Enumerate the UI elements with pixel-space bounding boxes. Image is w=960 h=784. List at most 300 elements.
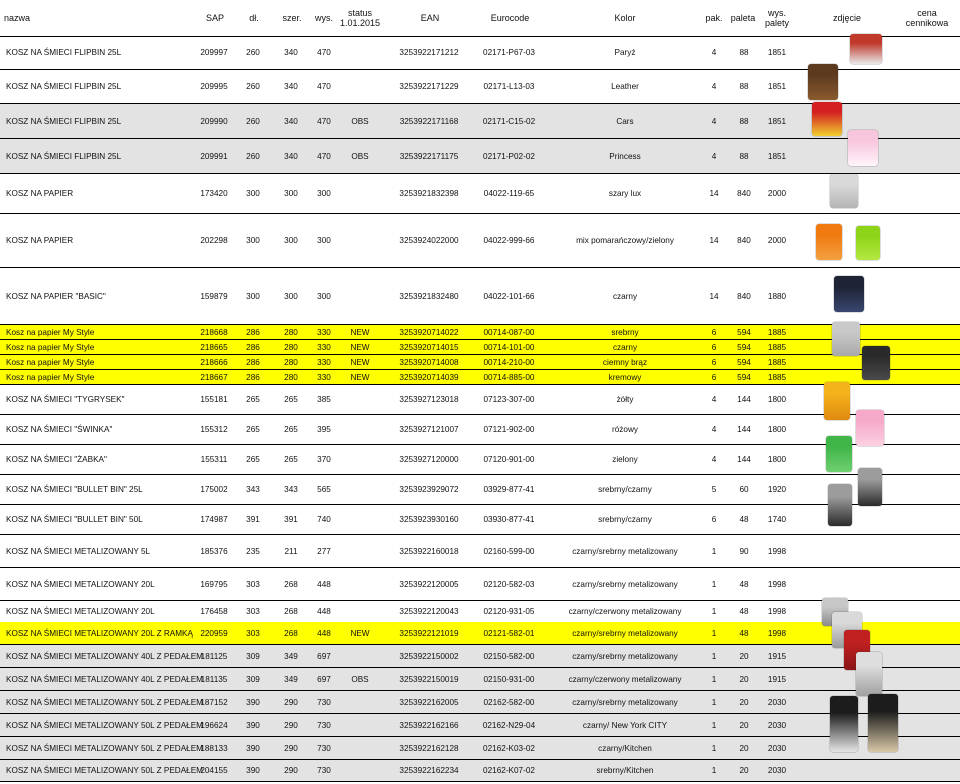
pedal-50l-newyork-photo [830, 696, 858, 752]
cell-wys: 470 [317, 48, 331, 57]
cell-wys: 448 [317, 607, 331, 616]
cell-szer: 280 [284, 327, 298, 337]
cell-paleta: 594 [737, 327, 751, 337]
cell-kolor: czarny/czerwony metalizowany [568, 607, 682, 616]
cell-szer: 300 [284, 291, 298, 301]
cell-paleta: 144 [737, 455, 751, 464]
cell-sap: 209990 [200, 116, 228, 126]
my-style-dark-photo [862, 346, 890, 380]
cell-sap: 218666 [200, 357, 228, 367]
cell-eurocode: 00714-087-00 [483, 327, 535, 337]
cell-eurocode: 00714-210-00 [483, 357, 535, 367]
cell-wys: 470 [317, 82, 331, 91]
cell-kolor: zielony [612, 455, 638, 464]
cell-pak: 6 [711, 372, 717, 382]
cell-kolor: żółty [616, 395, 634, 404]
cell-wyspal: 1998 [767, 579, 787, 589]
header-szer: szer. [282, 13, 302, 23]
cell-ean: 3253922162128 [399, 743, 459, 753]
header-dl: dł. [249, 13, 259, 23]
cell-sap: 209991 [200, 151, 228, 161]
cell-szer: 265 [284, 395, 298, 404]
cell-eurocode: 02171-C15-02 [482, 116, 536, 126]
cell-status [342, 737, 378, 759]
cell-nazwa: KOSZ NA ŚMIECI METALIZOWANY 50L Z PEDAŁEM [6, 697, 203, 707]
cell-kolor: czarny/ New York CITY [582, 720, 668, 730]
cell-paleta: 88 [739, 151, 749, 161]
cell-pak: 6 [711, 342, 717, 352]
cell-paleta: 594 [737, 342, 751, 352]
pedal-40l-photo [856, 652, 882, 696]
cell-paleta: 20 [739, 651, 749, 661]
cell-nazwa: KOSZ NA ŚMIECI "BULLET BIN" 50L [6, 515, 143, 524]
table-row [0, 505, 960, 535]
cell-pak: 14 [709, 189, 719, 198]
cell-pak: 4 [711, 455, 717, 464]
cell-wys: 697 [317, 651, 331, 661]
cell-sap: 196624 [200, 720, 228, 730]
cell-nazwa: Kosz na papier My Style [6, 327, 95, 337]
swinka-photo [856, 410, 884, 446]
cell-ean: 3253922171229 [399, 82, 459, 91]
cell-wys: 330 [317, 372, 331, 382]
cell-kolor: czarny/srebrny metalizowany [572, 579, 678, 589]
cell-szer: 280 [284, 342, 298, 352]
cell-sap: 218665 [200, 342, 228, 352]
cell-eurocode: 02162-N29-04 [482, 720, 536, 730]
cell-dl: 303 [246, 607, 260, 616]
table-row [0, 445, 960, 475]
cell-wyspal: 2000 [767, 236, 787, 245]
cell-wyspal: 1851 [767, 48, 787, 57]
cell-ean: 3253927123018 [399, 395, 459, 404]
cell-paleta: 20 [739, 720, 749, 730]
flipbin-leather-photo [808, 64, 838, 100]
paper-basket-grey-photo [830, 174, 858, 208]
cell-status [342, 214, 378, 267]
cell-szer: 340 [284, 82, 298, 91]
cell-eurocode: 02150-582-00 [483, 651, 535, 661]
cell-ean: 3253922162234 [399, 766, 459, 775]
cell-wyspal: 1740 [767, 515, 787, 524]
cell-status [342, 568, 378, 600]
cell-status [342, 601, 378, 622]
cell-szer: 280 [284, 357, 298, 367]
cell-sap: 175002 [200, 485, 228, 494]
cell-kolor: Paryż [614, 48, 636, 57]
cell-wyspal: 1885 [767, 342, 787, 352]
cell-szer: 290 [284, 697, 298, 707]
header-wys-palety: wys. palety [764, 8, 790, 28]
cell-paleta: 88 [739, 116, 749, 126]
header-kolor: Kolor [614, 13, 636, 23]
cell-nazwa: KOSZ NA ŚMIECI "ŻABKA" [6, 455, 107, 464]
header-status: status 1.01.2015 [339, 8, 381, 28]
cell-ean: 3253920714039 [399, 372, 459, 382]
cell-wyspal: 2030 [767, 766, 787, 775]
zabka-photo [826, 436, 852, 472]
header-ean: EAN [420, 13, 440, 23]
table-row [0, 325, 960, 340]
cell-pak: 1 [711, 546, 717, 556]
cell-kolor: srebrny [611, 327, 639, 337]
cell-nazwa: KOSZ NA PAPIER [6, 189, 74, 198]
cell-status [342, 691, 378, 713]
cell-status: NEW [350, 628, 370, 638]
cell-kolor: czarny/srebrny metalizowany [572, 628, 678, 638]
cell-wys: 697 [317, 674, 331, 684]
cell-ean: 3253922160018 [399, 546, 459, 556]
cell-nazwa: KOSZ NA ŚMIECI METALIZOWANY 20L [6, 607, 155, 616]
cell-wys: 385 [317, 395, 331, 404]
cell-dl: 265 [246, 425, 260, 434]
cell-szer: 349 [284, 674, 298, 684]
table-row [0, 568, 960, 601]
table-row [0, 370, 960, 385]
cell-sap: 169795 [200, 579, 228, 589]
cell-wyspal: 1885 [767, 372, 787, 382]
cell-szer: 349 [284, 651, 298, 661]
cell-eurocode: 02160-599-00 [483, 546, 535, 556]
cell-dl: 390 [246, 720, 260, 730]
cell-pak: 6 [711, 515, 717, 524]
cell-nazwa: KOSZ NA ŚMIECI FLIPBIN 25L [6, 82, 122, 91]
cell-dl: 260 [246, 48, 260, 57]
cell-nazwa: KOSZ NA ŚMIECI METALIZOWANY 40L Z PEDAŁEM [6, 651, 203, 661]
cell-eurocode: 02120-931-05 [483, 607, 535, 616]
cell-nazwa: KOSZ NA PAPIER [6, 236, 74, 245]
cell-paleta: 144 [737, 425, 751, 434]
cell-wys: 300 [317, 236, 331, 245]
cell-ean: 3253922150002 [399, 651, 459, 661]
cell-szer: 391 [284, 515, 298, 524]
paper-basket-orange-photo [816, 224, 842, 260]
cell-ean: 3253923929072 [399, 485, 459, 494]
cell-wyspal: 1800 [767, 455, 787, 464]
cell-eurocode: 07121-902-00 [483, 425, 535, 434]
cell-dl: 300 [246, 291, 260, 301]
cell-wyspal: 1885 [767, 327, 787, 337]
tygrysek-photo [824, 382, 850, 420]
cell-status: OBS [351, 116, 369, 126]
cell-eurocode: 07123-307-00 [483, 395, 535, 404]
cell-sap: 209995 [200, 82, 228, 91]
cell-wys: 370 [317, 455, 331, 464]
cell-kolor: Princess [609, 151, 641, 161]
cell-status: NEW [350, 372, 370, 382]
bullet-bin-50-photo [828, 484, 852, 526]
cell-status: NEW [350, 357, 370, 367]
cell-pak: 1 [711, 628, 717, 638]
cell-szer: 340 [284, 116, 298, 126]
cell-sap: 220959 [200, 628, 228, 638]
table-row [0, 268, 960, 325]
cell-wys: 730 [317, 697, 331, 707]
table-row [0, 737, 960, 760]
cell-status [342, 36, 378, 69]
cell-dl: 390 [246, 697, 260, 707]
cell-kolor: różowy [612, 425, 638, 434]
cell-eurocode: 02162-582-00 [483, 697, 535, 707]
table-row [0, 385, 960, 415]
cell-ean: 3253921832480 [399, 291, 459, 301]
cell-eurocode: 02162-K03-02 [483, 743, 535, 753]
cell-paleta: 88 [739, 82, 749, 91]
cell-status [342, 445, 378, 474]
cell-pak: 4 [711, 425, 717, 434]
header-zdjecie: zdjęcie [832, 13, 861, 23]
cell-kolor: srebrny/czarny [598, 485, 652, 494]
cell-nazwa: KOSZ NA ŚMIECI METALIZOWANY 5L [6, 546, 151, 556]
cell-nazwa: KOSZ NA ŚMIECI METALIZOWANY 20L Z RAMKĄ [6, 628, 193, 638]
cell-status [342, 535, 378, 567]
cell-kolor: kremowy [608, 372, 642, 382]
cell-eurocode: 02171-P67-03 [483, 48, 535, 57]
cell-eurocode: 02171-P02-02 [483, 151, 535, 161]
cell-nazwa: KOSZ NA ŚMIECI METALIZOWANY 20L [6, 579, 155, 589]
cell-eurocode: 03930-877-41 [483, 515, 535, 524]
cell-paleta: 840 [737, 236, 751, 245]
cell-eurocode: 02120-582-03 [483, 579, 535, 589]
cell-wyspal: 1998 [767, 546, 787, 556]
cell-wys: 470 [317, 151, 331, 161]
cell-paleta: 20 [739, 697, 749, 707]
cell-nazwa: Kosz na papier My Style [6, 357, 95, 367]
cell-kolor: mix pomarańczowy/zielony [576, 236, 674, 245]
cell-szer: 300 [284, 236, 298, 245]
cell-nazwa: KOSZ NA ŚMIECI FLIPBIN 25L [6, 151, 122, 161]
cell-nazwa: KOSZ NA ŚMIECI METALIZOWANY 40L Z PEDAŁEM [6, 674, 203, 684]
cell-paleta: 594 [737, 372, 751, 382]
cell-sap: 155312 [200, 425, 228, 434]
cell-paleta: 20 [739, 766, 749, 775]
cell-ean: 3253922171168 [399, 116, 459, 126]
table-row [0, 174, 960, 214]
cell-sap: 173420 [200, 189, 228, 198]
paper-basket-basic-black-photo [834, 276, 864, 312]
cell-paleta: 20 [739, 674, 749, 684]
cell-wyspal: 1915 [767, 651, 787, 661]
cell-wys: 740 [317, 515, 331, 524]
cell-status: OBS [351, 674, 369, 684]
cell-nazwa: KOSZ NA PAPIER "BASIC" [6, 291, 106, 301]
cell-pak: 1 [711, 743, 717, 753]
cell-dl: 390 [246, 743, 260, 753]
header-pak: pak. [705, 13, 723, 23]
cell-dl: 260 [246, 82, 260, 91]
cell-kolor: Cars [616, 116, 634, 126]
cell-szer: 268 [284, 607, 298, 616]
cell-wys: 730 [317, 720, 331, 730]
cell-ean: 3253921832398 [399, 189, 459, 198]
cell-wys: 300 [317, 291, 331, 301]
cell-wyspal: 1851 [767, 151, 787, 161]
cell-wys: 470 [317, 116, 331, 126]
cell-eurocode: 02162-K07-02 [483, 766, 535, 775]
cell-sap: 209997 [200, 48, 228, 57]
cell-nazwa: KOSZ NA ŚMIECI "TYGRYSEK" [6, 395, 125, 404]
cell-ean: 3253923930160 [399, 515, 459, 524]
cell-szer: 290 [284, 766, 298, 775]
cell-eurocode: 04022-999-66 [483, 236, 535, 245]
cell-kolor: srebrny/czarny [598, 515, 652, 524]
cell-dl: 265 [246, 395, 260, 404]
cell-ean: 3253922162166 [399, 720, 459, 730]
cell-nazwa: KOSZ NA ŚMIECI METALIZOWANY 50L Z PEDAŁEM [6, 720, 203, 730]
cell-wyspal: 1880 [767, 291, 787, 301]
cell-eurocode: 02150-931-00 [483, 674, 535, 684]
cell-sap: 174987 [200, 515, 228, 524]
cell-ean: 3253920714008 [399, 357, 459, 367]
cell-paleta: 594 [737, 357, 751, 367]
cell-wyspal: 2030 [767, 720, 787, 730]
cell-ean: 3253922150019 [399, 674, 459, 684]
cell-status [342, 505, 378, 534]
cell-wys: 565 [317, 485, 331, 494]
cell-kolor: szary lux [608, 189, 642, 198]
cell-wyspal: 1851 [767, 116, 787, 126]
cell-dl: 260 [246, 116, 260, 126]
cell-sap: 188133 [200, 743, 228, 753]
pedal-50l-kitchen-photo [868, 694, 898, 752]
cell-ean: 3253922162005 [399, 697, 459, 707]
flipbin-princess-photo [848, 130, 878, 166]
cell-szer: 280 [284, 372, 298, 382]
cell-pak: 5 [711, 485, 717, 494]
cell-wys: 330 [317, 357, 331, 367]
cell-wys: 300 [317, 189, 331, 198]
cell-status [342, 70, 378, 103]
cell-paleta: 840 [737, 189, 751, 198]
cell-dl: 303 [246, 628, 260, 638]
table-row [0, 139, 960, 174]
header-wys: wys. [315, 13, 333, 23]
cell-pak: 4 [711, 151, 717, 161]
cell-nazwa: KOSZ NA ŚMIECI METALIZOWANY 50L Z PEDAŁEM [6, 743, 203, 753]
cell-kolor: czarny [612, 342, 638, 352]
cell-kolor: czarny/srebrny metalizowany [572, 546, 678, 556]
cell-nazwa: KOSZ NA ŚMIECI FLIPBIN 25L [6, 116, 122, 126]
cell-ean: 3253920714015 [399, 342, 459, 352]
cell-wys: 448 [317, 628, 331, 638]
table-row [0, 475, 960, 505]
cell-wyspal: 2030 [767, 743, 787, 753]
flipbin-cars-photo [812, 102, 842, 136]
my-style-silver-photo [832, 322, 860, 356]
cell-dl: 300 [246, 189, 260, 198]
cell-pak: 4 [711, 395, 717, 404]
cell-wyspal: 1998 [767, 607, 787, 616]
cell-sap: 159879 [200, 291, 228, 301]
cell-kolor: czarny/srebrny metalizowany [572, 651, 678, 661]
table-row [0, 714, 960, 737]
cell-szer: 343 [284, 485, 298, 494]
cell-wys: 330 [317, 342, 331, 352]
cell-nazwa: Kosz na papier My Style [6, 372, 95, 382]
cell-ean: 3253922171212 [399, 48, 459, 57]
cell-szer: 340 [284, 151, 298, 161]
cell-pak: 1 [711, 579, 717, 589]
cell-kolor: Leather [611, 82, 639, 91]
cell-szer: 268 [284, 628, 298, 638]
cell-dl: 303 [246, 579, 260, 589]
cell-paleta: 48 [739, 579, 749, 589]
cell-status [342, 475, 378, 504]
cell-paleta: 48 [739, 607, 749, 616]
cell-pak: 4 [711, 48, 717, 57]
cell-dl: 286 [246, 357, 260, 367]
cell-dl: 286 [246, 372, 260, 382]
cell-sap: 155181 [200, 395, 228, 404]
cell-kolor: srebrny/Kitchen [596, 766, 654, 775]
cell-ean: 3253927120000 [399, 455, 459, 464]
cell-paleta: 60 [739, 485, 749, 494]
cell-nazwa: Kosz na papier My Style [6, 342, 95, 352]
cell-pak: 1 [711, 651, 717, 661]
cell-nazwa: KOSZ NA ŚMIECI METALIZOWANY 50L Z PEDAŁEM [6, 766, 203, 775]
cell-status [342, 760, 378, 781]
cell-sap: 181125 [200, 651, 228, 661]
cell-sap: 187152 [200, 697, 228, 707]
cell-sap: 218668 [200, 327, 228, 337]
cell-pak: 6 [711, 327, 717, 337]
cell-dl: 343 [246, 485, 260, 494]
header-paleta: paleta [730, 13, 756, 23]
cell-kolor: ciemny brąz [602, 357, 648, 367]
cell-wyspal: 1851 [767, 82, 787, 91]
cell-wys: 395 [317, 425, 331, 434]
cell-kolor: czarny/Kitchen [598, 743, 652, 753]
cell-wyspal: 1885 [767, 357, 787, 367]
cell-ean: 3253927121007 [399, 425, 459, 434]
cell-kolor: czarny [612, 291, 638, 301]
cell-kolor: czarny/srebrny metalizowany [572, 697, 678, 707]
cell-status: OBS [351, 151, 369, 161]
cell-status: NEW [350, 342, 370, 352]
cell-eurocode: 04022-101-66 [483, 291, 535, 301]
cell-pak: 4 [711, 116, 717, 126]
cell-eurocode: 03929-877-41 [483, 485, 535, 494]
cell-status [342, 385, 378, 414]
cell-wyspal: 2030 [767, 697, 787, 707]
cell-dl: 286 [246, 327, 260, 337]
header-cena: cena cennikowa [905, 8, 949, 28]
cell-kolor: czarny/czerwony metalizowany [568, 674, 682, 684]
table-row [0, 691, 960, 714]
header-eurocode: Eurocode [490, 13, 530, 23]
cell-dl: 260 [246, 151, 260, 161]
cell-szer: 268 [284, 579, 298, 589]
cell-eurocode: 07120-901-00 [483, 455, 535, 464]
cell-status: NEW [350, 327, 370, 337]
cell-paleta: 48 [739, 515, 749, 524]
cell-eurocode: 04022-119-65 [483, 189, 535, 198]
cell-szer: 290 [284, 743, 298, 753]
cell-sap: 202298 [200, 236, 228, 245]
cell-sap: 176458 [200, 607, 228, 616]
cell-nazwa: KOSZ NA ŚMIECI "BULLET BIN" 25L [6, 485, 143, 494]
table-row [0, 340, 960, 355]
cell-ean: 3253922121019 [399, 628, 459, 638]
table-row [0, 415, 960, 445]
cell-ean: 3253922120005 [399, 579, 459, 589]
table-row [0, 601, 960, 623]
bullet-bin-25-photo [858, 468, 882, 506]
cell-pak: 1 [711, 697, 717, 707]
cell-pak: 1 [711, 766, 717, 775]
paper-basket-green-photo [856, 226, 880, 260]
table-row [0, 645, 960, 668]
